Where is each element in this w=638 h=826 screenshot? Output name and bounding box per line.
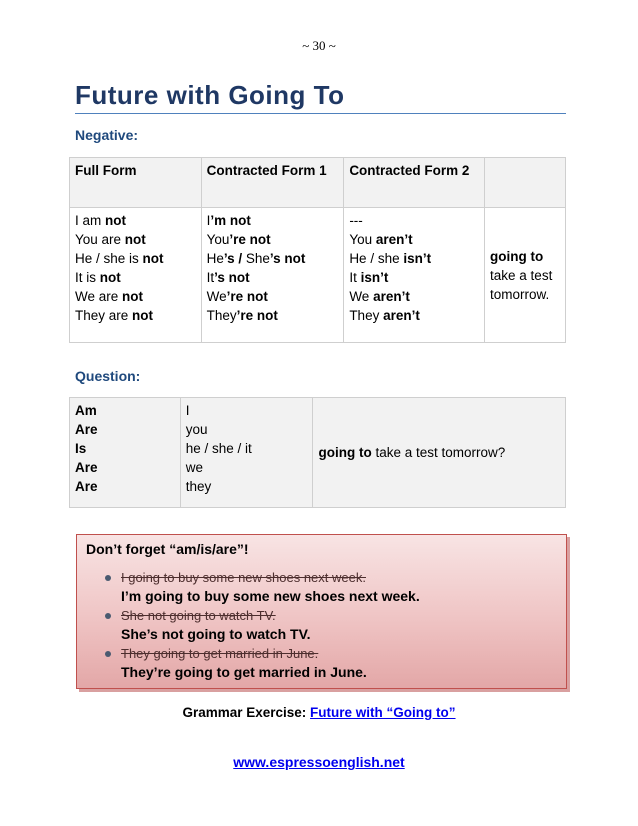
header-contracted-2: Contracted Form 2 — [344, 158, 485, 208]
subject: we — [185, 460, 204, 475]
reminder-box — [76, 534, 567, 689]
negative-label: Negative: — [75, 127, 139, 143]
question-label: Question: — [75, 368, 141, 384]
contracted-2-line: We aren’t — [349, 289, 410, 304]
header-empty — [485, 158, 566, 208]
contracted-1-line: We’re not — [206, 289, 268, 304]
website-link[interactable]: www.espressoenglish.net — [233, 754, 405, 770]
incorrect-example: They going to get married in June. — [121, 646, 319, 661]
full-form-line: You are not — [75, 232, 146, 247]
contracted-2-line: It isn’t — [349, 270, 389, 285]
full-form-line: It is not — [75, 270, 121, 285]
incorrect-example: I going to buy some new shoes next week. — [121, 570, 366, 585]
bullet-icon — [105, 575, 111, 581]
going-to-bold: going to — [490, 248, 544, 264]
verb: Am — [75, 403, 97, 418]
going-to-bold: going to — [318, 445, 372, 460]
verbs-cell — [70, 398, 181, 508]
title-underline — [75, 113, 566, 114]
list-item — [103, 568, 420, 606]
list-item — [103, 606, 420, 644]
correct-example: They’re going to get married in June. — [121, 664, 367, 680]
contracted-1-cell — [201, 208, 344, 343]
verb: Are — [75, 422, 98, 437]
contracted-1-line: I’m not — [206, 213, 251, 228]
subjects-cell — [180, 398, 313, 508]
page-title: Future with Going To — [75, 80, 345, 110]
full-form-line: We are not — [75, 289, 144, 304]
correct-example: I’m going to buy some new shoes next week. — [121, 588, 420, 604]
contracted-1-line: It’s not — [206, 270, 250, 285]
negative-header-row — [70, 158, 566, 208]
exercise-link[interactable]: Future with “Going to” — [310, 705, 456, 720]
grammar-exercise — [0, 705, 638, 720]
contracted-1-line: You’re not — [206, 232, 271, 247]
going-to-rest: take a test tomorrow? — [371, 445, 506, 460]
negative-body-row — [70, 208, 566, 343]
subject: you — [185, 422, 208, 437]
verb: Are — [75, 460, 98, 475]
question-table — [69, 397, 566, 508]
subject: I — [185, 403, 190, 418]
going-to-cell — [485, 208, 566, 343]
reminder-title: Don’t forget “am/is/are”! — [86, 541, 249, 557]
contracted-1-line: They’re not — [206, 308, 278, 323]
full-form-cell — [70, 208, 202, 343]
header-contracted-1: Contracted Form 1 — [201, 158, 344, 208]
verb: Is — [75, 441, 87, 456]
incorrect-example: She not going to watch TV. — [121, 608, 276, 623]
correct-example: She’s not going to watch TV. — [121, 626, 311, 642]
question-row — [70, 398, 566, 508]
contracted-2-line: He / she isn’t — [349, 251, 432, 266]
contracted-2-cell — [344, 208, 485, 343]
contracted-2-line: You aren’t — [349, 232, 413, 247]
contracted-2-line: --- — [349, 213, 363, 228]
verb: Are — [75, 479, 98, 494]
full-form-line: He / she is not — [75, 251, 164, 266]
full-form-line: I am not — [75, 213, 127, 228]
question-going-to-cell — [313, 398, 566, 508]
negative-table — [69, 157, 566, 343]
contracted-1-line: He’s / She’s not — [206, 251, 306, 266]
subject: he / she / it — [185, 441, 252, 456]
header-full-form: Full Form — [70, 158, 202, 208]
contracted-2-line: They aren’t — [349, 308, 420, 323]
subject: they — [185, 479, 212, 494]
bullet-icon — [105, 651, 111, 657]
exercise-label: Grammar Exercise: — [182, 705, 311, 720]
list-item — [103, 644, 420, 682]
reminder-list — [103, 568, 420, 682]
going-to-rest: take a test tomorrow. — [490, 267, 553, 302]
bullet-icon — [105, 613, 111, 619]
full-form-line: They are not — [75, 308, 154, 323]
page-number: ~ 30 ~ — [302, 38, 336, 53]
